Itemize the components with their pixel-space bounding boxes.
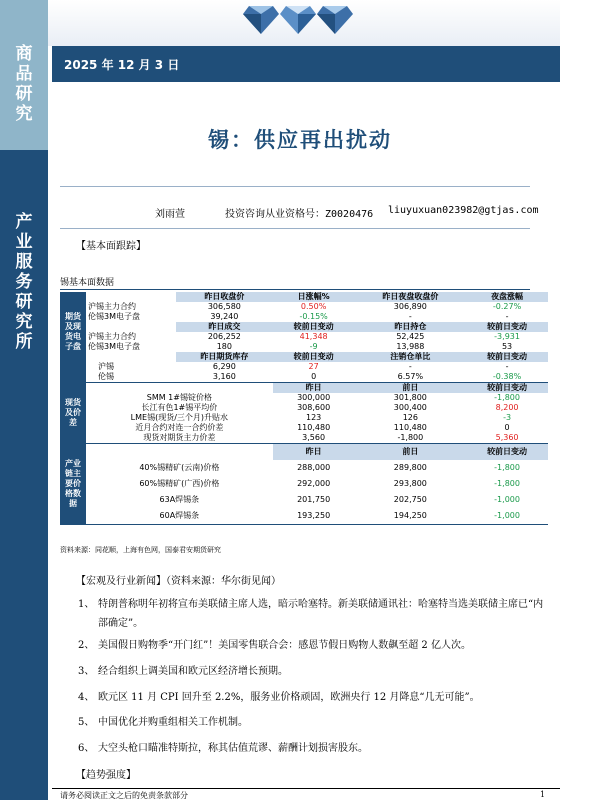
diamond-icon — [280, 2, 316, 34]
table-row: 沪锡主力合约 206,252 41,348 52,425 -3,931 — [88, 332, 520, 341]
col-header: 前日 — [355, 444, 467, 461]
table-row: 63A焊锡条 201,750 202,750 -1,000 — [159, 495, 520, 504]
group-label-futures: 期货及现货电子盘 — [60, 292, 86, 372]
col-header: 夜盘涨幅 — [466, 292, 548, 302]
divider — [60, 228, 530, 229]
table-row: 沪锡主力合约 306,580 0.50% 306,890 -0.27% — [88, 302, 522, 311]
table-caption: 锡基本面数据 — [60, 278, 115, 288]
table-row: 伦锡3M电子盘 180 -9 13,988 53 — [88, 342, 513, 351]
divider — [60, 186, 530, 187]
table-row: 60%锡精矿(广西)价格 292,000 293,800 -1,800 — [139, 479, 520, 488]
date-banner — [52, 46, 560, 82]
col-header: 较前日变动 — [273, 322, 355, 332]
divider — [60, 289, 530, 290]
diamond-icon — [317, 2, 353, 34]
author-name: 刘雨萱 — [155, 209, 185, 220]
col-header: 注销仓单比 — [355, 352, 467, 362]
table-row: 近月合约对连一合约价差 110,480 110,480 0 — [135, 423, 510, 432]
group-label-spot: 现货及价差 — [60, 383, 86, 444]
tin-fundamentals-table — [60, 292, 548, 525]
col-header: 昨日 — [273, 383, 355, 394]
footer-disclaimer: 请务必阅读正文之后的免责条款部分 — [60, 791, 188, 800]
col-header: 较前日变动 — [273, 352, 355, 362]
table-row: 40%锡精矿(云南)价格 288,000 289,800 -1,800 — [139, 463, 520, 472]
table-row: LME锡(现货/三个月)升贴水 123 126 -3 — [130, 413, 512, 422]
author-email[interactable]: liuyuxuan023982@gtjas.com — [388, 205, 539, 216]
table-row: SMM 1#锡锭价格 300,000 301,800 -1,800 — [146, 393, 520, 402]
col-header: 日涨幅% — [273, 292, 355, 302]
col-header: 较前日变动 — [466, 352, 548, 362]
sidebar — [0, 0, 48, 800]
col-header: 较前日变动 — [466, 444, 548, 461]
col-header: 昨日收盘价 — [176, 292, 273, 302]
col-header: 昨日夜盘收盘价 — [355, 292, 467, 302]
sidebar-category-label: 商品研究 — [15, 44, 33, 124]
table-row: 60A焊锡条 193,250 194,250 -1,000 — [60, 508, 548, 525]
col-header: 较前日变动 — [466, 383, 548, 394]
page-number: 1 — [540, 790, 546, 799]
col-header: 昨日 — [273, 444, 355, 461]
report-title: 锡：供应再出扰动 — [208, 127, 392, 152]
group-label-industry: 产业链主要价格数据 — [60, 444, 86, 525]
table-row: 伦锡 3,160 0 6.57% -0.38% — [60, 372, 548, 383]
table-row: 现货对期货主力价差 3,560 -1,800 5,360 — [143, 433, 519, 442]
header-band — [48, 0, 560, 46]
col-header: 昨日持仓 — [355, 322, 467, 332]
table-row: 伦锡3M电子盘 39,240 -0.15% - - — [88, 312, 509, 321]
col-header: 昨日期货库存 — [176, 352, 273, 362]
sidebar-institute-label: 产业服务研究所 — [15, 212, 33, 352]
author-license: 投资咨询从业资格号：Z0020476 — [225, 209, 374, 220]
report-date: 2025 年 12 月 3 日 — [64, 58, 180, 72]
col-header: 前日 — [355, 383, 467, 394]
trend-section-heading: 【趋势强度】 — [76, 770, 136, 781]
col-header: 较前日变动 — [466, 322, 548, 332]
news-item: 1、 特朗普称明年初将宣布美联储主席人选，暗示哈塞特。新美联储通讯社：哈塞特当选美联储主席已“内部确定”。 — [78, 599, 544, 629]
news-section-heading: 【宏观及行业新闻】（资料来源：华尔街见闻） — [76, 576, 281, 587]
table-row: 长江有色1#锡平均价 308,600 300,400 8,200 — [141, 403, 519, 412]
diamond-icon — [243, 2, 279, 34]
basic-section-heading: 【基本面跟踪】 — [76, 241, 146, 252]
footer-divider — [52, 788, 560, 789]
table-row: 沪锡 6,290 27 - - — [98, 362, 509, 371]
col-header: 昨日成交 — [176, 322, 273, 332]
table-source: 资料来源：同花顺，上海有色网，国泰君安期货研究 — [60, 546, 221, 554]
